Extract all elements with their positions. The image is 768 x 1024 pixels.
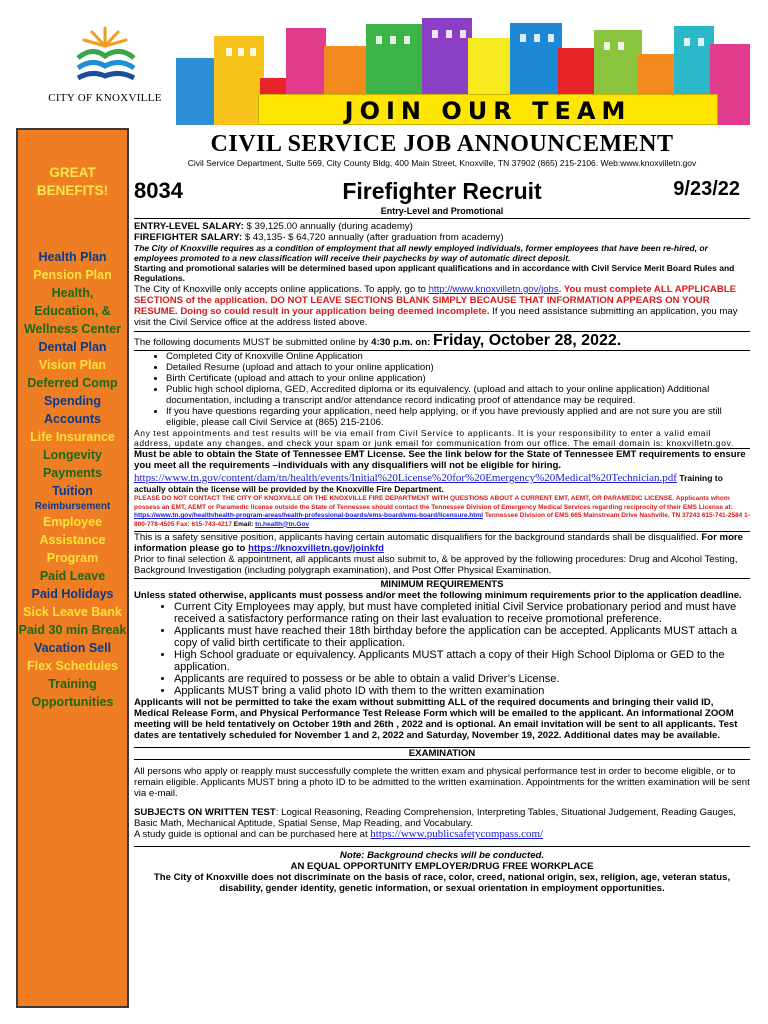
jobs-link[interactable]: http://www.knoxvilletn.gov/jobs — [428, 284, 559, 295]
direct-deposit-note: The City of Knoxville requires as a condition of employment that all newly employed individuals, former employees that have been re-hired, or employees promoted to a new classification will receive their paychecks by way of automatic direct deposit. — [134, 243, 708, 263]
apply-text: The City of Knoxville only accepts online applications. To apply, go to — [134, 284, 429, 295]
emt-email-label: Email: — [233, 520, 256, 528]
document-item: • Detailed Resume (upload and attach to your online application) — [166, 362, 750, 373]
benefit-item: Health Plan — [38, 250, 107, 264]
firefighter-salary-value: $ 43,135- $ 64,720 annually (after graduation from academy) — [242, 232, 504, 243]
emt-reciprocity-link[interactable]: https://www.tn.gov/health/health-program-areas/health-professional-boards/ems-board/ems-board/licensure.html — [134, 512, 484, 519]
emt-link[interactable]: https://www.tn.gov/content/dam/tn/health/events/Initial%20License%20for%20Emergency%20Medical%20Technician.pdf — [134, 472, 677, 484]
subjects-label: SUBJECTS ON WRITTEN TEST — [134, 807, 276, 818]
join-our-team-banner — [176, 18, 750, 125]
document-item: • Birth Certificate (upload and attach to your online application) — [166, 373, 750, 384]
background-check-note: Note: Background checks will be conducted. — [339, 850, 545, 861]
study-text: A study guide is optional and can be purchased here at — [134, 829, 371, 840]
benefit-item: Longevity Payments — [42, 448, 103, 480]
document-item: • If you have questions regarding your application, need help applying, or if you have previously applied and are not sure you are still eligible, please call Civil Service at (865) 215-2106. — [166, 406, 750, 428]
benefits-list — [18, 248, 127, 711]
job-code: 8034 — [134, 178, 183, 203]
benefit-item: Training Opportunities — [31, 677, 114, 709]
benefit-item: Tuition — [52, 484, 93, 498]
safety-paragraph — [134, 532, 750, 554]
safety-bold: For more information please go to — [134, 532, 744, 554]
apply-tail: If you need assistance submitting an application, you may visit the Civil Service office at the address listed above. — [134, 306, 738, 328]
emt-link-line — [134, 473, 750, 495]
requirement-item: • High School graduate or equivalency. Applicants MUST attach a copy of their High School Diploma or GED to the application. — [174, 649, 750, 673]
announcement-main — [134, 128, 750, 894]
requirement-item: • Applicants are required to possess or be able to obtain a valid Driver’s License. — [174, 673, 750, 685]
benefit-item: Deferred Comp — [27, 376, 118, 390]
deadline-date: Friday, October 28, 2022. — [432, 332, 622, 349]
study-guide-link[interactable]: https://www.publicsafetycompass.com/ — [370, 828, 544, 840]
subjects-paragraph — [134, 807, 750, 829]
firefighter-salary-label: FIREFIGHTER SALARY: — [134, 232, 243, 243]
deadline-prefix: The following documents MUST be submitted online by — [134, 337, 372, 348]
subjects-text: : Logical Reasoning, Reading Comprehension, Interpreting Tables, Situational Judgement, Reading Gauges, Basic Math, Mechanical Aptitude, Spatial Sense, Map Reading, and Vocabulary. — [134, 807, 736, 829]
city-logo — [40, 16, 170, 126]
emt-warning-tail: Tennessee Division of EMS 665 Mainstream Drive Nashville, TN 37243 615-741-2584 1-800-778-4505 Fax: 615-743-4217 — [134, 512, 750, 528]
benefit-item: Employee Assistance Program — [39, 515, 106, 565]
benefit-item: Dental Plan — [38, 340, 107, 354]
requirement-item: • Current City Employees may apply, but must have completed initial Civil Service probationary period and must have received a satisfactory performance rating on their last evaluation to receive promotional preference. — [174, 601, 750, 625]
entry-salary-value: $ 39,125.00 annually (during academy) — [243, 221, 413, 232]
job-subtitle: Entry-Level and Promotional — [380, 206, 504, 216]
department-address: Civil Service Department, Suite 569, City County Bldg, 400 Main Street, Knoxville, TN 37902 (865) 215-2106. Web:www.knoxvilletn.gov — [187, 158, 697, 168]
benefit-item: Paid Leave — [39, 569, 106, 583]
apply-warning: . You must complete ALL APPLICABLE SECTIONS of the application. DO NOT LEAVE SECTIONS BLANK SIMPLY BECAUSE THAT INFORMATION APPEARS ON YOUR RESUME. Doing so could result in your application being deemed incomplete. — [134, 284, 737, 317]
benefit-item: Reimbursement — [34, 501, 111, 512]
benefit-item: Vacation Sell — [33, 641, 112, 655]
deadline-time: 4:30 p.m. on: — [371, 337, 431, 348]
emt-warning-text: PLEASE DO NOT CONTACT THE CITY OF KNOXVILLE OR THE KNOXVILLE FIRE DEPARTMENT WITH QUESTIONS ABOUT A CURRENT EMT, AEMT, OR PARAMEDIC LICENSE. Applicants whom possess an EMT, AEMT or Paramedic license outside the State of Tennessee should contact the Tennessee Division of Emergency Medical Services regarding reciprocity of their EMS License at: — [134, 495, 733, 511]
benefit-item: Paid Holidays — [31, 587, 114, 601]
exam-notice: Applicants will not be permitted to take the exam without submitting ALL of the required documents and bringing their valid ID, Medical Release Form, and Physical Performance Test Release Form which will be emailed to the applicant. An informational ZOOM meeting will be held tentatively on October 19th and 26th , 2022 and is optional. An email invitation will be sent to all applicants. Test dates are tentatively scheduled for November 1 and 2, 2022 and Saturday, November 19, 2022. Additional dates may be available. — [134, 697, 738, 741]
banner-title: JOIN OUR TEAM — [344, 97, 632, 125]
deadline-line — [134, 332, 750, 350]
starting-salaries-note: Starting and promotional salaries will be determined based upon applicant qualifications and in accordance with Civil Service Merit Board Rules and Regulations. — [134, 263, 735, 283]
job-date: 9/23/22 — [673, 178, 740, 200]
benefit-item: Paid 30 min Break — [18, 623, 127, 637]
benefit-item: Spending Accounts — [44, 394, 101, 426]
emt-requirement: Must be able to obtain the State of Tennessee EMT License. See the link below for the State of Tennessee EMT requirements to ensure you meet all the requirements –individuals with any disqualifiers will not be eligible for hiring. — [134, 449, 746, 471]
announcement-title: CIVIL SERVICE JOB ANNOUNCEMENT — [210, 131, 674, 157]
emt-warning — [134, 495, 750, 529]
job-header — [134, 172, 750, 214]
document-item: • Completed City of Knoxville Online Application — [166, 351, 750, 362]
eeo-statement: AN EQUAL OPPORTUNITY EMPLOYER/DRUG FREE WORKPLACE — [290, 861, 594, 872]
requirement-item: • Applicants MUST bring a valid photo ID with them to the written examination — [174, 685, 750, 697]
min-req-intro: Unless stated otherwise, applicants must possess and/or meet the following minimum requirements prior to the application deadline. — [134, 590, 742, 601]
emt-link-tail: Training to actually obtain the license will be provided by the Knoxville Fire Department. — [134, 473, 723, 494]
benefit-item: Health, Education, & Wellness Center — [23, 286, 122, 336]
joinkfd-link[interactable]: https://knoxvilletn.gov/joinkfd — [248, 543, 384, 554]
job-title: Firefighter Recruit — [342, 178, 542, 204]
benefits-heading: GREAT BENEFITS! — [36, 165, 109, 198]
nondiscrimination-statement: The City of Knoxville does not discriminate on the basis of race, color, creed, national origin, sex, religion, age, veteran status, disability, gender identity, genetic information, or sexual orientation in employment opportunities. — [153, 872, 731, 894]
requirement-item: • Applicants must have reached their 18th birthday before the application can be accepted. Applicants MUST attach a copy of valid birth certificate to their application. — [174, 625, 750, 649]
safety-text: This is a safety sensitive position, applicants having certain automatic disqualifiers for the background standards shall be disqualified. — [134, 532, 702, 543]
benefit-item: Flex Schedules — [26, 659, 118, 673]
benefit-item: Pension Plan — [33, 268, 112, 282]
benefit-item: Vision Plan — [38, 358, 107, 372]
documents-list — [134, 351, 750, 428]
entry-salary-label: ENTRY-LEVEL SALARY: — [134, 221, 244, 232]
study-guide-line — [134, 829, 750, 840]
emt-email-link[interactable]: tn.health@tn.Gov — [255, 520, 310, 528]
document-item: • Public high school diploma, GED, Accredited diploma or its equivalency. (upload and attach to your online application) Additional documentation, including a transcript and/or attendance record indicating proof of attendance may be required. — [166, 384, 750, 406]
min-req-heading: MINIMUM REQUIREMENTS — [380, 579, 504, 590]
benefit-item: Sick Leave Bank — [23, 605, 122, 619]
benefits-sidebar — [16, 128, 129, 1008]
prior-selection-text: Prior to final selection & appointment, all applicants must also submit to, & be approved by the following procedures: Drug and Alcohol Testing, Background Investigation (including polygraph examination), and Post Offer Physical Examination. — [134, 554, 738, 576]
email-note: Any test appointments and test results will be via email from Civil Service to applicants. It is your responsibility to enter a valid email address, update any changes, and check your spam or junk email for communication from our office. The email domain is: knoxvilletn.gov. — [134, 428, 734, 448]
apply-paragraph — [134, 284, 750, 328]
exam-heading: EXAMINATION — [408, 748, 476, 759]
city-logo-icon — [40, 16, 170, 96]
requirements-list — [134, 601, 750, 697]
exam-text: All persons who apply or reapply must successfully complete the written exam and physical performance test in order to become eligible, or to remain eligible. Applicants MUST bring a photo ID to be admitted to the written examination. Appointments for the written examination will be sent via e-mail. — [134, 766, 750, 799]
salary-block — [134, 218, 750, 328]
benefit-item: Life Insurance — [30, 430, 115, 444]
city-logo-text: CITY OF KNOXVILLE — [48, 92, 162, 104]
